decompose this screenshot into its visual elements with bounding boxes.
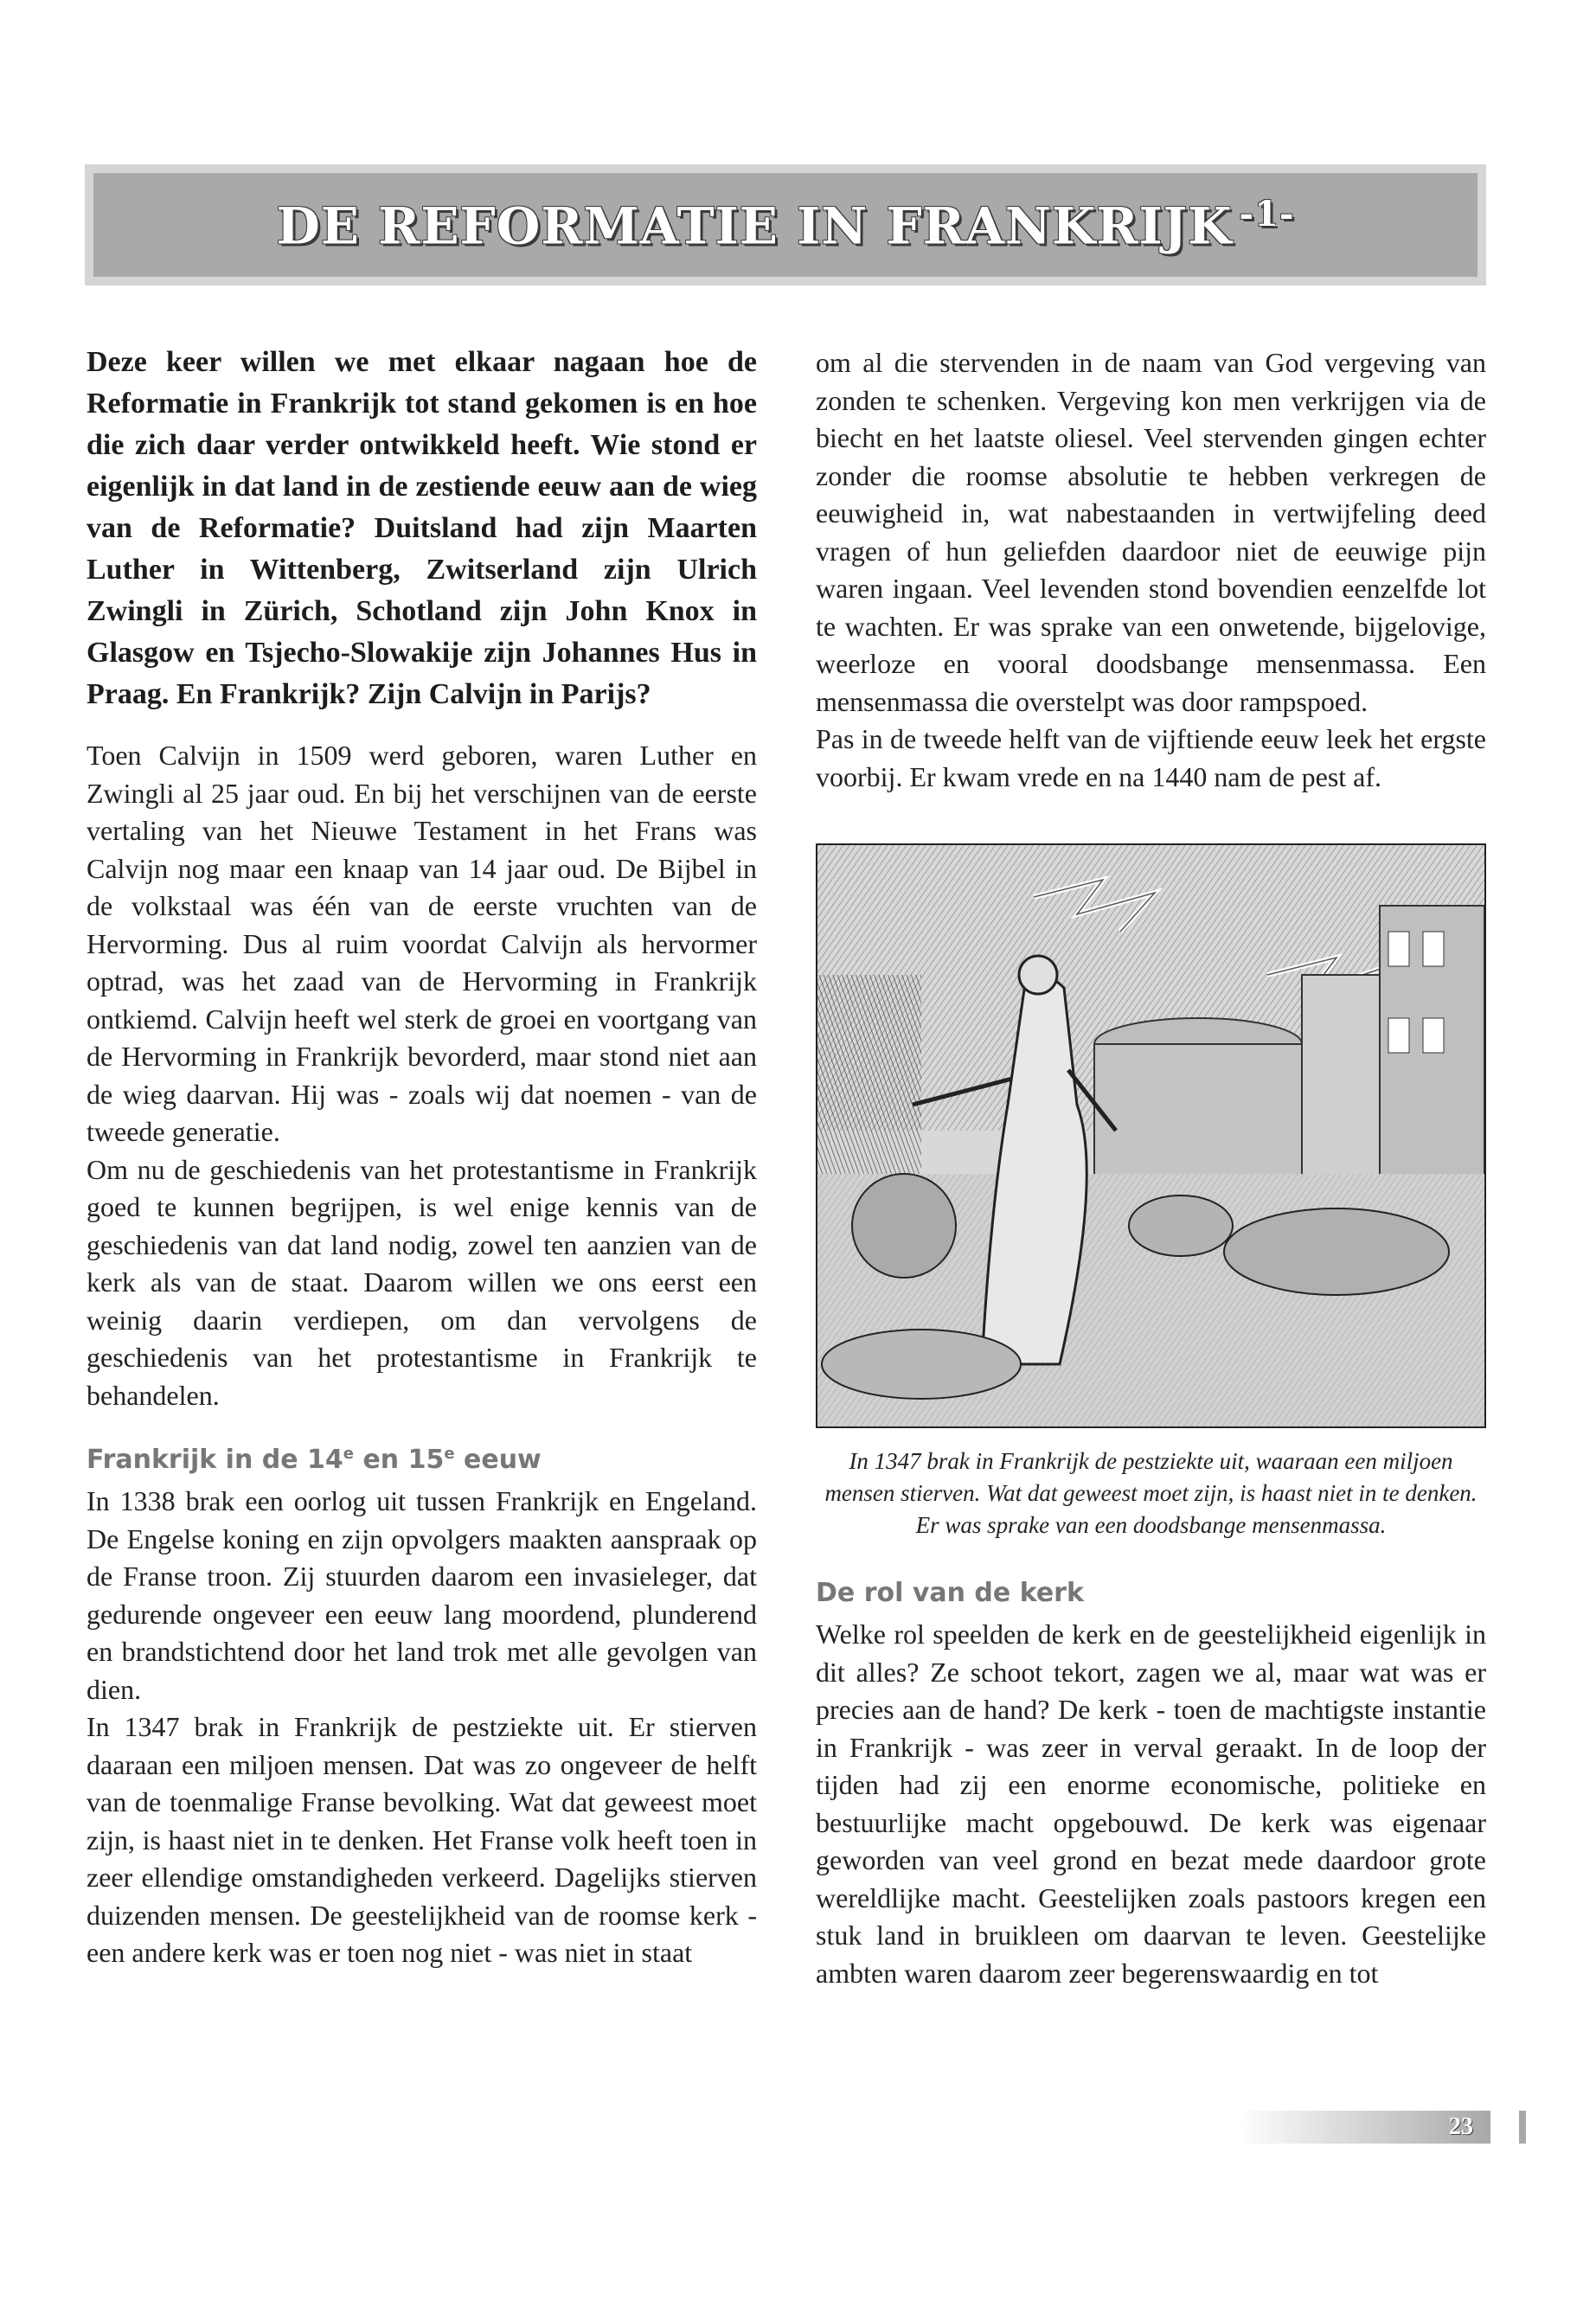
section-heading-role-of-church: De rol van de kerk	[816, 1578, 1084, 1608]
engraving-image	[817, 845, 1484, 1426]
title-banner	[85, 164, 1486, 285]
figure-caption: In 1347 brak in Frankrijk de pestziekte uit, waaraan een miljoen mensen stierven. Wat dat geweest moet zijn, is haast niet in te denken. Er was sprake van een doodsbange mensenmassa.	[824, 1448, 1477, 1538]
page-number-tick	[1519, 2111, 1526, 2144]
title-part-number: -1-	[1239, 194, 1295, 235]
page-number: 23	[1449, 2113, 1473, 2140]
title-inner	[93, 173, 1477, 277]
body-paragraph: om al die stervenden in de naam van God vergeving van zonden te schenken. Vergeving kon men verkrijgen via de biecht en het laatste oliesel. Veel stervenden gingen echter zonder die roomse absolutie te hebben verkregen de eeuwigheid in, wat nabestaanden in vertwijfeling deed vragen of hun geliefden daardoor niet de eeuwige pijn waren ingaan. Veel levenden stond bovendien eenzelfde lot te wachten. Er was sprake van een onwetende, bijgelovige, weerloze en vooral doodsbange mensenmassa. Een mensenmassa die overstelpt was door rampspoed.	[816, 347, 1486, 717]
lead-paragraph: Deze keer willen we met elkaar nagaan hoe de Reformatie in Frankrijk tot stand gekomen is en hoe die zich daar verder ontwikkeld heeft. Wie stond er eigenlijk in dat land in de zestiende eeuw aan de wieg van de Reformatie? Duitsland had zijn Maarten Luther in Wittenberg, Zwitserland zijn Ulrich Zwingli in Zürich, Schotland zijn John Knox in Glasgow en Tsjecho-Slowakije zijn Johannes Hus in Praag. En Frankrijk? Zijn Calvijn in Parijs?	[87, 346, 757, 710]
body-paragraph: In 1338 brak een oorlog uit tussen Frankrijk en Engeland. De Engelse koning en zijn opvolgers maakten aanspraak op de Franse troon. Zij stuurden daarom een invasieleger, dat gedurende ongeveer een eeuw lang moordend, plunderend en brandstichtend door het land trok met alle gevolgen van dien.	[87, 1485, 757, 1705]
body-paragraph: Toen Calvijn in 1509 werd geboren, waren Luther en Zwingli al 25 jaar oud. En bij het verschijnen van de eerste vertaling van het Nieuwe Testament in het Frans was Calvijn nog maar een knaap van 14 jaar oud. De Bijbel in de volkstaal was één van de eerste vruchten van de Hervorming. Dus al ruim voordat Calvijn als hervormer optrad, was het zaad van de Hervorming in Frankrijk ontkiemd. Calvijn heeft wel sterk de groei en voortgang van de Hervorming in Frankrijk bevorderd, maar stond niet aan de wieg daarvan. Hij was - zoals wij dat noemen - van de tweede generatie.	[87, 740, 757, 1147]
plague-engraving-illustration	[816, 843, 1486, 1428]
page-title: DE REFORMATIE IN FRANKRIJK $^{-1-}$	[276, 194, 1295, 256]
body-paragraph: Pas in de tweede helft van de vijftiende eeuw leek het ergste voorbij. Er kwam vrede en na 1440 nam de pest af.	[816, 723, 1486, 792]
page-number-bar	[1237, 2111, 1490, 2144]
left-column	[87, 342, 757, 1972]
body-paragraph: Welke rol speelden de kerk en de geestelijkheid eigenlijk in dit alles? Ze schoot tekort, zagen we al, maar wat was er precies aan de hand? De kerk - toen de machtigste instantie in Frankrijk - was zeer in verval geraakt. In de loop der tijden had zij een enorme economische, politieke en bestuurlijke macht opgebouwd. De kerk was eigenaar geworden van veel grond en bezat mede daardoor grote wereldlijke macht. Geestelijken zoals pastoors kregen een stuk land in bruikleen om daarvan te leven. Geestelijke ambten waren daarom zeer begerenswaardig en tot	[816, 1618, 1486, 1989]
section-heading-14th-15th-century: Frankrijk in de 14e en 15e eeuw	[87, 1445, 542, 1475]
right-column	[816, 344, 1486, 1992]
body-paragraph: In 1347 brak in Frankrijk de pestziekte uit. Er stierven daaraan een miljoen mensen. Dat was zo ongeveer de helft van de toenmalige Franse bevolking. Wat dat geweest moet zijn, is haast niet in te denken. Het Franse volk heeft toen in zeer ellendige omstandigheden verkeerd. Dagelijks stierven duizenden mensen. De geestelijkheid van de roomse kerk - een andere kerk was er toen nog niet - was niet in staat	[87, 1711, 757, 1968]
body-paragraph: Om nu de geschiedenis van het protestantisme in Frankrijk goed te kunnen begrijpen, is wel enige kennis van de geschiedenis van dat land nodig, zowel ten aanzien van de kerk als van de staat. Daarom willen we ons eerst een weinig daarin verdiepen, om dan vervolgens de geschiedenis van het protestantisme in Frankrijk te behandelen.	[87, 1153, 757, 1411]
